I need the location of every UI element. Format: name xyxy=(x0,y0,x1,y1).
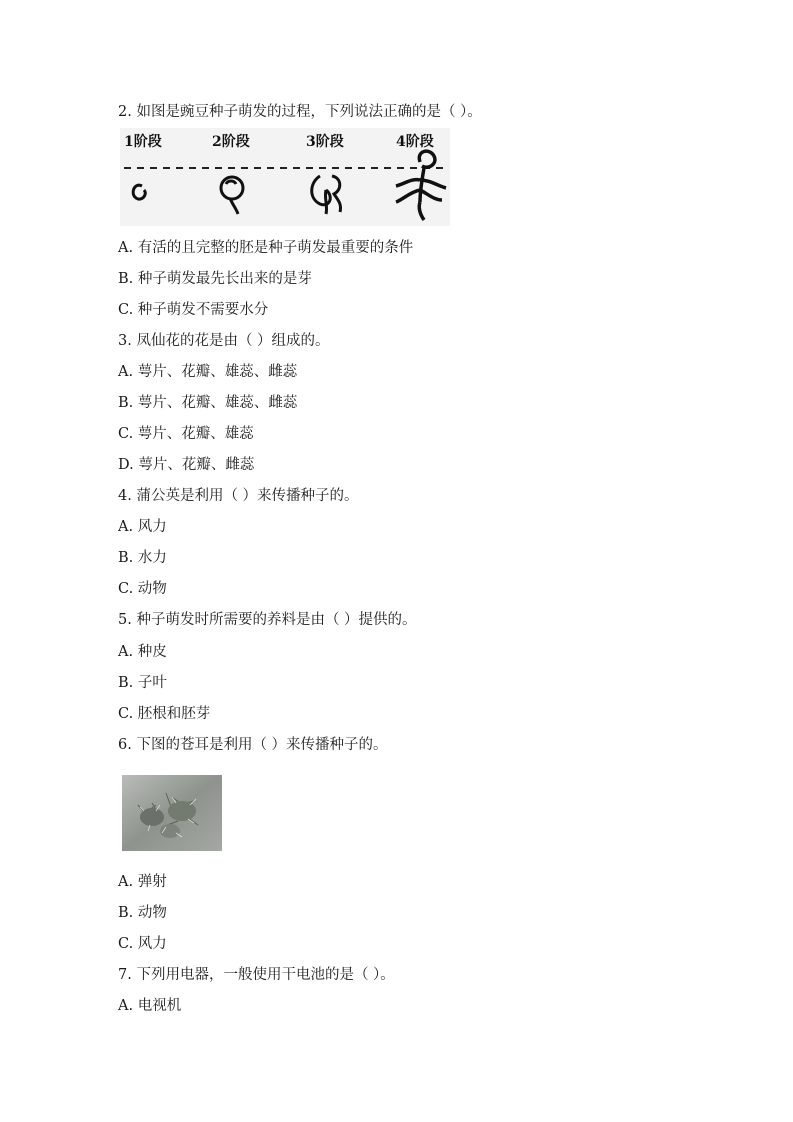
stage-3-label: 3阶段 xyxy=(306,134,344,150)
question-4-option-a: A. 风力 xyxy=(118,519,167,535)
question-2-stem: 2. 如图是豌豆种子萌发的过程，下列说法正确的是（ ）。 xyxy=(118,104,482,120)
question-3-option-d: D. 萼片、花瓣、雌蕊 xyxy=(118,457,255,473)
cocklebur-image xyxy=(122,775,222,851)
question-5-option-b: B. 子叶 xyxy=(118,675,167,691)
question-3-option-b: B. 萼片、花瓣、雄蕊、雌蕊 xyxy=(118,395,298,411)
question-5-stem: 5. 种子萌发时所需要的养料是由（ ）提供的。 xyxy=(118,612,417,628)
question-4-option-c: C. 动物 xyxy=(118,581,167,597)
question-2-option-b: B. 种子萌发最先长出来的是芽 xyxy=(118,271,312,287)
question-3-option-c: C. 萼片、花瓣、雄蕊 xyxy=(118,426,254,442)
question-6-stem: 6. 下图的苍耳是利用（ ）来传播种子的。 xyxy=(118,737,388,753)
pea-germination-figure xyxy=(120,128,450,226)
question-7-option-a: A. 电视机 xyxy=(118,998,182,1014)
question-3-stem: 3. 凤仙花的花是由（ ）组成的。 xyxy=(118,333,330,349)
question-7-stem: 7. 下列用电器，一般使用干电池的是（ ）。 xyxy=(118,967,395,983)
question-5-option-c: C. 胚根和胚芽 xyxy=(118,706,211,722)
question-4-option-b: B. 水力 xyxy=(118,550,167,566)
question-5-option-a: A. 种皮 xyxy=(118,644,167,660)
question-3-option-a: A. 萼片、花瓣、雄蕊、雌蕊 xyxy=(118,364,298,380)
question-4-stem: 4. 蒲公英是利用（ ）来传播种子的。 xyxy=(118,488,359,504)
question-2-option-c: C. 种子萌发不需要水分 xyxy=(118,302,269,318)
stage-4-label: 4阶段 xyxy=(396,134,434,150)
cocklebur-photo xyxy=(122,775,222,851)
question-6-option-c: C. 风力 xyxy=(118,936,167,952)
question-6-option-b: B. 动物 xyxy=(118,905,167,921)
pea-germination-diagram xyxy=(120,128,450,226)
stage-1-label: 1阶段 xyxy=(124,134,162,150)
question-2-option-a: A. 有活的且完整的胚是种子萌发最重要的条件 xyxy=(118,240,414,256)
question-6-option-a: A. 弹射 xyxy=(118,874,167,890)
stage-2-label: 2阶段 xyxy=(212,134,250,150)
